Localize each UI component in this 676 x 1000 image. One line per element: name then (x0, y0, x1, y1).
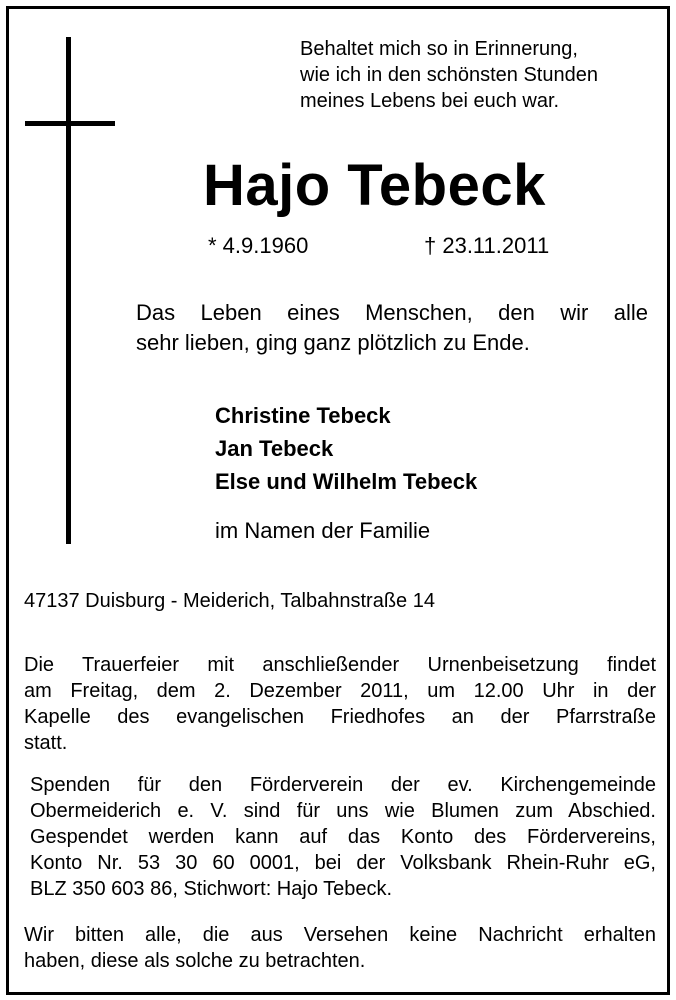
quote-line: Das Leben eines Menschen, den wir alle (136, 300, 648, 325)
donations-paragraph (30, 772, 656, 902)
ceremony-line: am Freitag, dem 2. Dezember 2011, um 12.00 Uhr in der (24, 680, 656, 702)
closing-note (24, 922, 656, 974)
quote-line: sehr lieben, ging ganz plötzlich zu Ende. (136, 330, 530, 355)
address: 47137 Duisburg - Meiderich, Talbahnstraße 14 (24, 590, 435, 612)
death-date: † 23.11.2011 (424, 233, 550, 258)
note-line: Wir bitten alle, die aus Versehen keine Nachricht erhalten (24, 924, 656, 946)
verse-line: Behaltet mich so in Erinnerung, (300, 38, 578, 60)
donations-line: Obermeiderich e. V. sind für uns wie Blumen zum Abschied. (30, 800, 656, 822)
birth-date: * 4.9.1960 (208, 233, 309, 258)
mourner-name: Christine Tebeck (215, 403, 391, 428)
donations-line: Konto Nr. 53 30 60 0001, bei der Volksbank Rhein-Ruhr eG, (30, 852, 656, 874)
ceremony-line: Kapelle des evangelischen Friedhofes an der Pfarrstraße (24, 706, 656, 728)
mourner-name: Jan Tebeck (215, 436, 334, 461)
cross-horizontal-bar (25, 121, 115, 126)
family-note: im Namen der Familie (215, 518, 431, 543)
ceremony-line: statt. (24, 732, 68, 754)
ceremony-line: Die Trauerfeier mit anschließender Urnenbeisetzung findet (24, 654, 656, 676)
note-line: haben, diese als solche zu betrachten. (24, 950, 366, 972)
mourner-name: Else und Wilhelm Tebeck (215, 469, 478, 494)
mourners-list (215, 399, 477, 498)
deceased-name: Hajo Tebeck (203, 153, 546, 218)
verse-line: meines Lebens bei euch war. (300, 90, 560, 112)
memorial-quote (136, 298, 648, 358)
donations-line: Gespendet werden kann auf das Konto des Fördervereins, (30, 826, 656, 848)
verse-line: wie ich in den schönsten Stunden (300, 64, 598, 86)
ceremony-paragraph (24, 652, 656, 756)
donations-line: Spenden für den Förderverein der ev. Kirchengemeinde (30, 774, 656, 796)
donations-line: BLZ 350 603 86, Stichwort: Hajo Tebeck. (30, 878, 393, 900)
cross-vertical-bar (66, 37, 71, 544)
memorial-verse (300, 36, 598, 114)
